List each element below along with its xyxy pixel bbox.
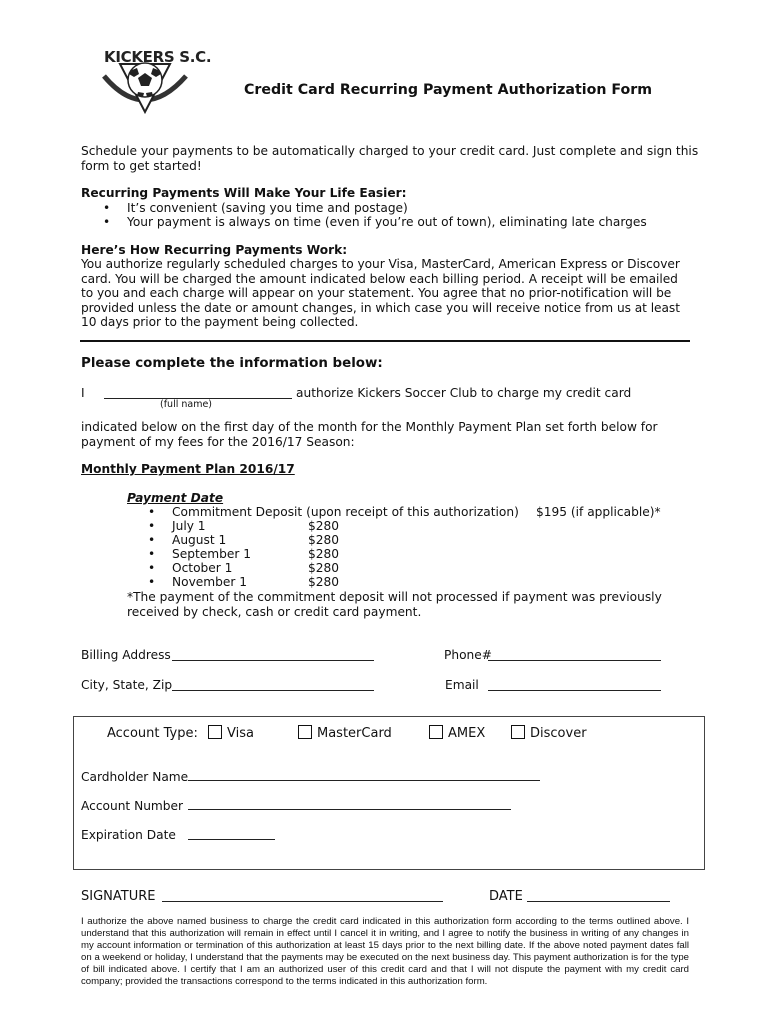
expiration-label: Expiration Date: [81, 828, 176, 842]
payment-amount: $280: [308, 533, 340, 547]
visa-checkbox[interactable]: [208, 725, 222, 739]
payment-amount: $195 (if applicable)*: [536, 505, 661, 519]
payment-date-label: September 1: [172, 547, 251, 561]
visa-label: Visa: [227, 726, 254, 741]
cardholder-name-field[interactable]: [188, 780, 540, 781]
intro-text: Schedule your payments to be automatically charged to your credit card. Just complete and sign this form to get started!: [81, 144, 699, 173]
logo-text: KICKERS S.C.: [104, 48, 212, 66]
plan-heading: Monthly Payment Plan 2016/17: [81, 462, 295, 476]
account-type-label: Account Type:: [107, 726, 198, 741]
city-state-zip-label: City, State, Zip: [81, 678, 173, 692]
payment-amount: $280: [308, 561, 340, 575]
account-number-label: Account Number: [81, 799, 184, 813]
recurring-bullet-1: It’s convenient (saving you time and postage): [127, 201, 408, 215]
payment-amount: $280: [308, 547, 340, 561]
recurring-heading: Recurring Payments Will Make Your Life Easier:: [81, 186, 407, 200]
email-label: Email: [445, 678, 479, 692]
payment-date-label: August 1: [172, 533, 227, 547]
billing-address-field[interactable]: [172, 660, 374, 661]
i-label: I: [81, 386, 85, 400]
amex-checkbox[interactable]: [429, 725, 443, 739]
amex-label: AMEX: [448, 726, 486, 741]
discover-checkbox[interactable]: [511, 725, 525, 739]
club-logo: [98, 46, 212, 120]
discover-label: Discover: [530, 726, 587, 741]
how-heading: Here’s How Recurring Payments Work:: [81, 243, 348, 257]
payment-amount: $280: [308, 575, 340, 589]
payment-date-label: Commitment Deposit (upon receipt of this authorization): [172, 505, 519, 519]
authorize-text: authorize Kickers Soccer Club to charge my credit card: [296, 386, 632, 400]
plan-note: *The payment of the commitment deposit will not processed if payment was previously received by check, cash or credit card payment.: [127, 590, 662, 619]
city-state-zip-field[interactable]: [172, 690, 374, 691]
phone-label: Phone#: [444, 648, 492, 662]
full-name-hint: (full name): [160, 399, 213, 410]
recurring-bullet-2: Your payment is always on time (even if you’re out of town), eliminating late charges: [127, 215, 647, 229]
page-title: Credit Card Recurring Payment Authorization Form: [244, 82, 653, 98]
disclaimer-text: I authorize the above named business to charge the credit card indicated in this authorization form according to the terms outlined above. I understand that this authorization will remain in effect until I cancel it in writing, and I agree to notify the business in writing of any changes in my account information or termination of this authorization at least 15 days prior to the next billing date. If the above noted payment dates fall on a weekend or holiday, I understand that the payments may be executed on the next business day. This payment authorization is for the type of bill indicated above. I certify that I am an authorized user of this credit card and that I will not dispute the payment with my credit card company; provided the transactions correspond to the terms indicated in this authorization form.: [81, 916, 689, 987]
account-number-field[interactable]: [188, 809, 511, 810]
expiration-date-field[interactable]: [188, 839, 275, 840]
indicated-text: indicated below on the first day of the month for the Monthly Payment Plan set forth below for payment of my fees for the 2016/17 Season:: [81, 420, 658, 449]
signature-label: SIGNATURE: [81, 889, 156, 904]
payment-date-label: July 1: [172, 519, 206, 533]
date-field[interactable]: [527, 901, 670, 902]
phone-field[interactable]: [488, 660, 661, 661]
section-divider: [80, 340, 690, 342]
plan-subheading: Payment Date: [127, 491, 224, 505]
billing-address-label: Billing Address: [81, 648, 171, 662]
email-field[interactable]: [488, 690, 661, 691]
signature-field[interactable]: [162, 901, 443, 902]
mastercard-label: MasterCard: [317, 726, 392, 741]
form-heading: Please complete the information below:: [81, 356, 383, 371]
mastercard-checkbox[interactable]: [298, 725, 312, 739]
date-label: DATE: [489, 889, 523, 904]
payment-date-label: November 1: [172, 575, 248, 589]
how-body: You authorize regularly scheduled charges to your Visa, MasterCard, American Express or Discover card. You will be charged the amount indicated below each billing period. A receipt will be emailed to you and each charge will appear on your statement. You agree that no prior-notification will be provided unless the date or amount changes, in which case you will receive notice from us at least 10 days prior to the payment being collected.: [81, 257, 680, 329]
payment-date-label: October 1: [172, 561, 233, 575]
cardholder-label: Cardholder Name: [81, 770, 189, 784]
payment-amount: $280: [308, 519, 340, 533]
